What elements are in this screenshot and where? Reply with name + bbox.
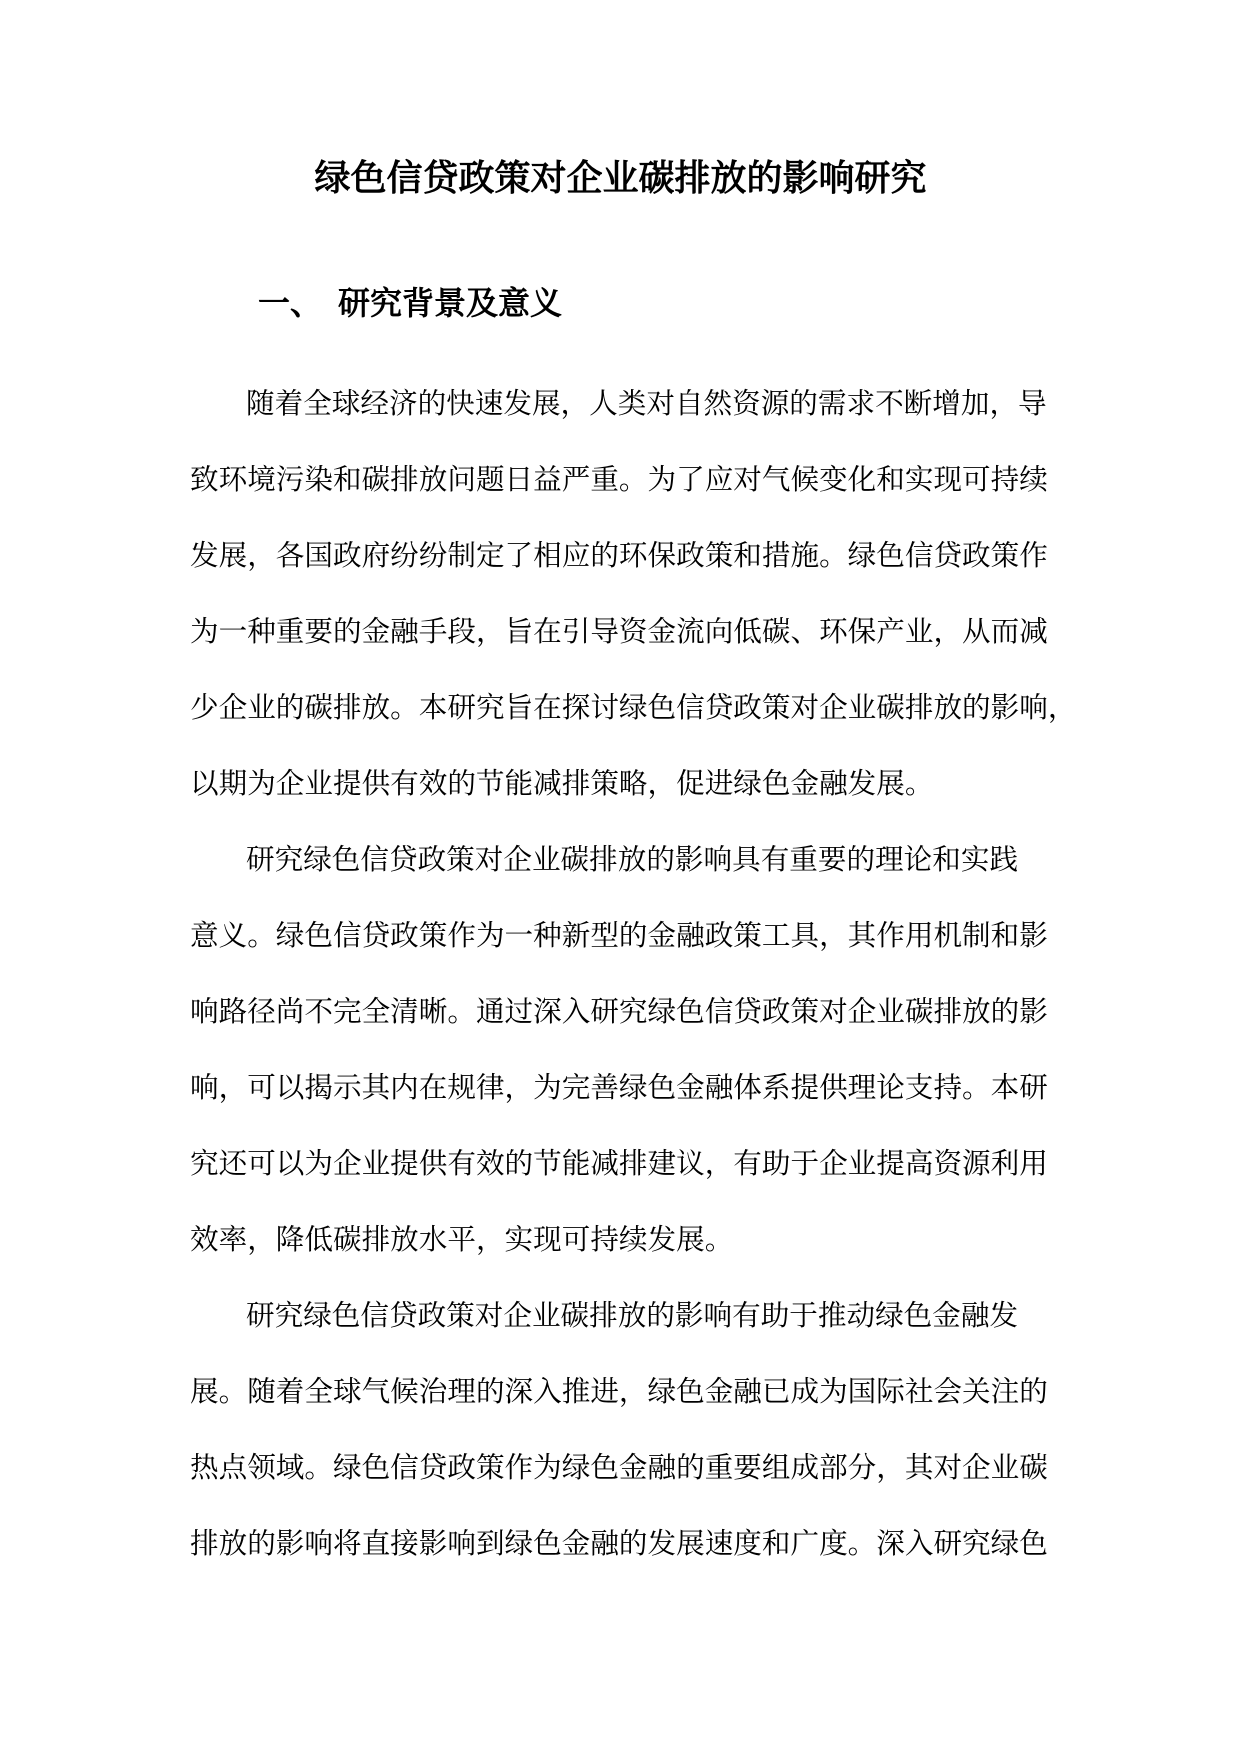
paragraph-line: 热点领域。绿色信贷政策作为绿色金融的重要组成部分，其对企业碳 bbox=[190, 1450, 1048, 1484]
paragraph-line: 效率，降低碳排放水平，实现可持续发展。 bbox=[190, 1222, 734, 1256]
paragraph-line: 以期为企业提供有效的节能减排策略，促进绿色金融发展。 bbox=[190, 766, 934, 800]
paragraph-line: 究还可以为企业提供有效的节能减排建议，有助于企业提高资源利用 bbox=[190, 1146, 1048, 1180]
section-number: 一、 bbox=[258, 284, 323, 322]
paragraph-line: 响路径尚不完全清晰。通过深入研究绿色信贷政策对企业碳排放的影 bbox=[190, 994, 1048, 1028]
paragraph-line: 研究绿色信贷政策对企业碳排放的影响具有重要的理论和实践 bbox=[246, 842, 1019, 876]
paragraph-line: 少企业的碳排放。本研究旨在探讨绿色信贷政策对企业碳排放的影响， bbox=[190, 690, 1077, 724]
paragraph-line: 意义。绿色信贷政策作为一种新型的金融政策工具，其作用机制和影 bbox=[190, 918, 1048, 952]
paragraph-line: 展。随着全球气候治理的深入推进，绿色金融已成为国际社会关注的 bbox=[190, 1374, 1048, 1408]
document-title: 绿色信贷政策对企业碳排放的影响研究 bbox=[314, 157, 927, 199]
paragraph-line: 响，可以揭示其内在规律，为完善绿色金融体系提供理论支持。本研 bbox=[190, 1070, 1048, 1104]
paragraph-line: 研究绿色信贷政策对企业碳排放的影响有助于推动绿色金融发 bbox=[246, 1298, 1019, 1332]
section-heading bbox=[258, 278, 562, 328]
paragraph-line: 随着全球经济的快速发展，人类对自然资源的需求不断增加，导 bbox=[246, 386, 1047, 420]
body-text bbox=[190, 365, 1077, 1581]
paragraph-line: 排放的影响将直接影响到绿色金融的发展速度和广度。深入研究绿色 bbox=[190, 1526, 1048, 1560]
paragraph-line: 发展，各国政府纷纷制定了相应的环保政策和措施。绿色信贷政策作 bbox=[190, 538, 1048, 572]
paragraph-line: 为一种重要的金融手段，旨在引导资金流向低碳、环保产业，从而减 bbox=[190, 614, 1048, 648]
paragraph-line: 致环境污染和碳排放问题日益严重。为了应对气候变化和实现可持续 bbox=[190, 462, 1048, 496]
section-title: 研究背景及意义 bbox=[338, 284, 563, 322]
